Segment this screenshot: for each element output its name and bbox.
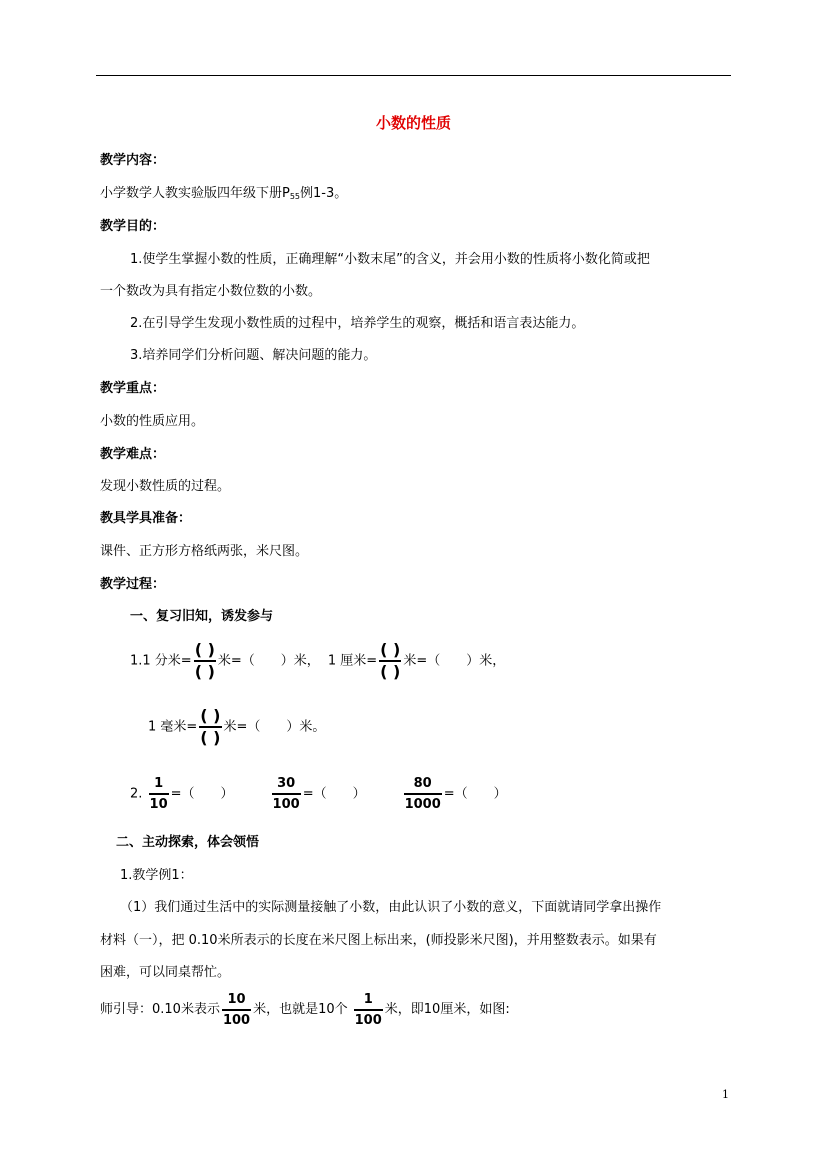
blank-fraction: $\frac{( )}{( )}$ (200, 706, 221, 747)
page-number: 1 (722, 1088, 729, 1101)
blank-fraction: $\frac{( )}{( )}$ (380, 640, 401, 681)
process-heading: 教学过程： (100, 577, 166, 592)
part2-heading: 二、主动探索，体会领悟 (116, 835, 260, 850)
goal-1-line-1: 1.使学生掌握小数的性质，正确理解“小数末尾”的含义，并会用小数的性质将小数化简或把 (130, 252, 650, 267)
difficulty-heading: 教学难点： (100, 447, 166, 462)
part1-heading: 一、复习旧知，诱发参与 (130, 609, 274, 624)
goal-2: 2.在引导学生发现小数性质的过程中，培养学生的观察，概括和语言表达能力。 (130, 316, 585, 331)
review-q2-line: 2. $\frac{1}{10}$ =（ ） $\frac{30}{100}$ =（ ） $\frac{80}{1000}$ =（ ） (130, 776, 507, 812)
fraction-10-100: $\frac{10}{100}$ (222, 991, 251, 1028)
explore-para-line-2: 材料（一），把 0.10米所表示的长度在米尺图上标出来，(师投影米尺图)，并用整数表示。如果有 (100, 933, 657, 948)
fraction-30-100: $\frac{30}{100}$ (272, 776, 300, 812)
header-rule (96, 75, 731, 76)
goal-3: 3.培养同学们分析问题、解决问题的能力。 (130, 348, 377, 363)
explore-para-line-1: （1）我们通过生活中的实际测量接触了小数，由此认识了小数的意义，下面就请同学拿出操作 (120, 900, 662, 915)
review-q1-line-2: 1 毫米= $\frac{( )}{( )}$ 米=（ ）米。 (148, 706, 326, 747)
fraction-1-10: $\frac{1}{10}$ (149, 776, 168, 812)
blank-fraction: $\frac{( )}{( )}$ (194, 640, 215, 681)
page-title: 小数的性质 (375, 114, 451, 132)
difficulty-text: 发现小数性质的过程。 (100, 479, 231, 494)
tools-text: 课件、正方形方格纸两张，米尺图。 (100, 544, 309, 559)
goal-1-line-2: 一个数改为具有指定小数位数的小数。 (100, 284, 322, 299)
fraction-1-100: $\frac{1}{100}$ (354, 991, 382, 1028)
explore-para-line-3: 困难，可以同桌帮忙。 (100, 965, 231, 980)
key-heading: 教学重点： (100, 381, 166, 396)
tools-heading: 教具学具准备： (100, 511, 192, 526)
content-text: 小学数学人教实验版四年级下册$P_{55}$例1-3。 (100, 186, 348, 201)
content-heading: 教学内容： (100, 153, 166, 168)
fraction-80-1000: $\frac{80}{1000}$ (404, 776, 441, 812)
goal-heading: 教学目的： (100, 219, 166, 234)
example-1-label: 1.教学例1： (120, 868, 193, 883)
key-text: 小数的性质应用。 (100, 414, 205, 429)
teacher-guide-line: 师引导：0.10米表示 $\frac{10}{100}$ 米，也就是10个 $\frac{1}{100}$ 米，即10厘米，如图: (100, 991, 510, 1028)
review-q1-line: 1.1 分米= $\frac{( )}{( )}$ 米=（ ）米， 1 厘米= $\frac{( )}{( )}$ 米=（ ）米， (130, 640, 506, 681)
